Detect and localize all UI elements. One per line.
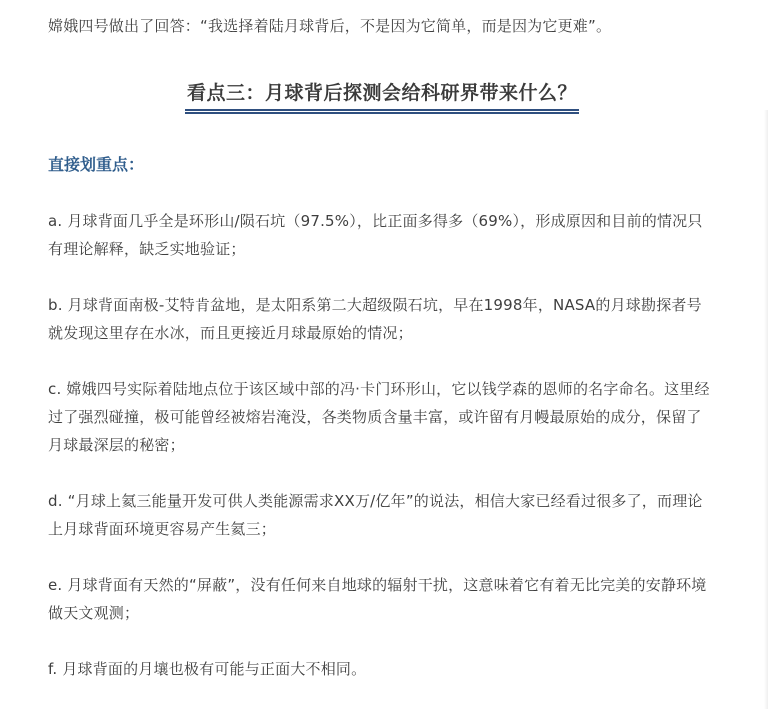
intro-paragraph: 嫦娥四号做出了回答：“我选择着陆月球背后，不是因为它简单，而是因为它更难”。	[48, 17, 612, 35]
key-point-e: e. 月球背面有天然的“屏蔽”，没有任何来自地球的辐射干扰，这意味着它有着无比完美的安静环境做天文观测；	[48, 576, 707, 622]
key-points-label: 直接划重点：	[48, 155, 145, 174]
key-point-c: c. 嫦娥四号实际着陆地点位于该区域中部的冯·卡门环形山，它以钱学森的恩师的名字命名。这里经过了强烈碰撞，极可能曾经被熔岩淹没，各类物质含量丰富，或许留有月幔最原始的成分，保留了月球最深层的秘密；	[48, 380, 710, 454]
key-point-b: b. 月球背面南极-艾特肯盆地，是太阳系第二大超级陨石坑，早在1998年，NASA的月球勘探者号就发现这里存在水冰，而且更接近月球最原始的情况；	[48, 296, 702, 342]
page-scroll-edge[interactable]	[764, 110, 768, 709]
key-point-d: d. “月球上氦三能量开发可供人类能源需求XX万/亿年”的说法，相信大家已经看过很多了，而理论上月球背面环境更容易产生氦三；	[48, 492, 703, 538]
key-point-a: a. 月球背面几乎全是环形山/陨石坑（97.5%），比正面多得多（69%），形成原因和目前的情况只有理论解释，缺乏实地验证；	[48, 212, 703, 258]
key-point-f: f. 月球背面的月壤也极有可能与正面大不相同。	[48, 660, 367, 678]
section-heading: 看点三：月球背后探测会给科研界带来什么？	[185, 78, 579, 114]
section-heading-container	[48, 78, 716, 114]
